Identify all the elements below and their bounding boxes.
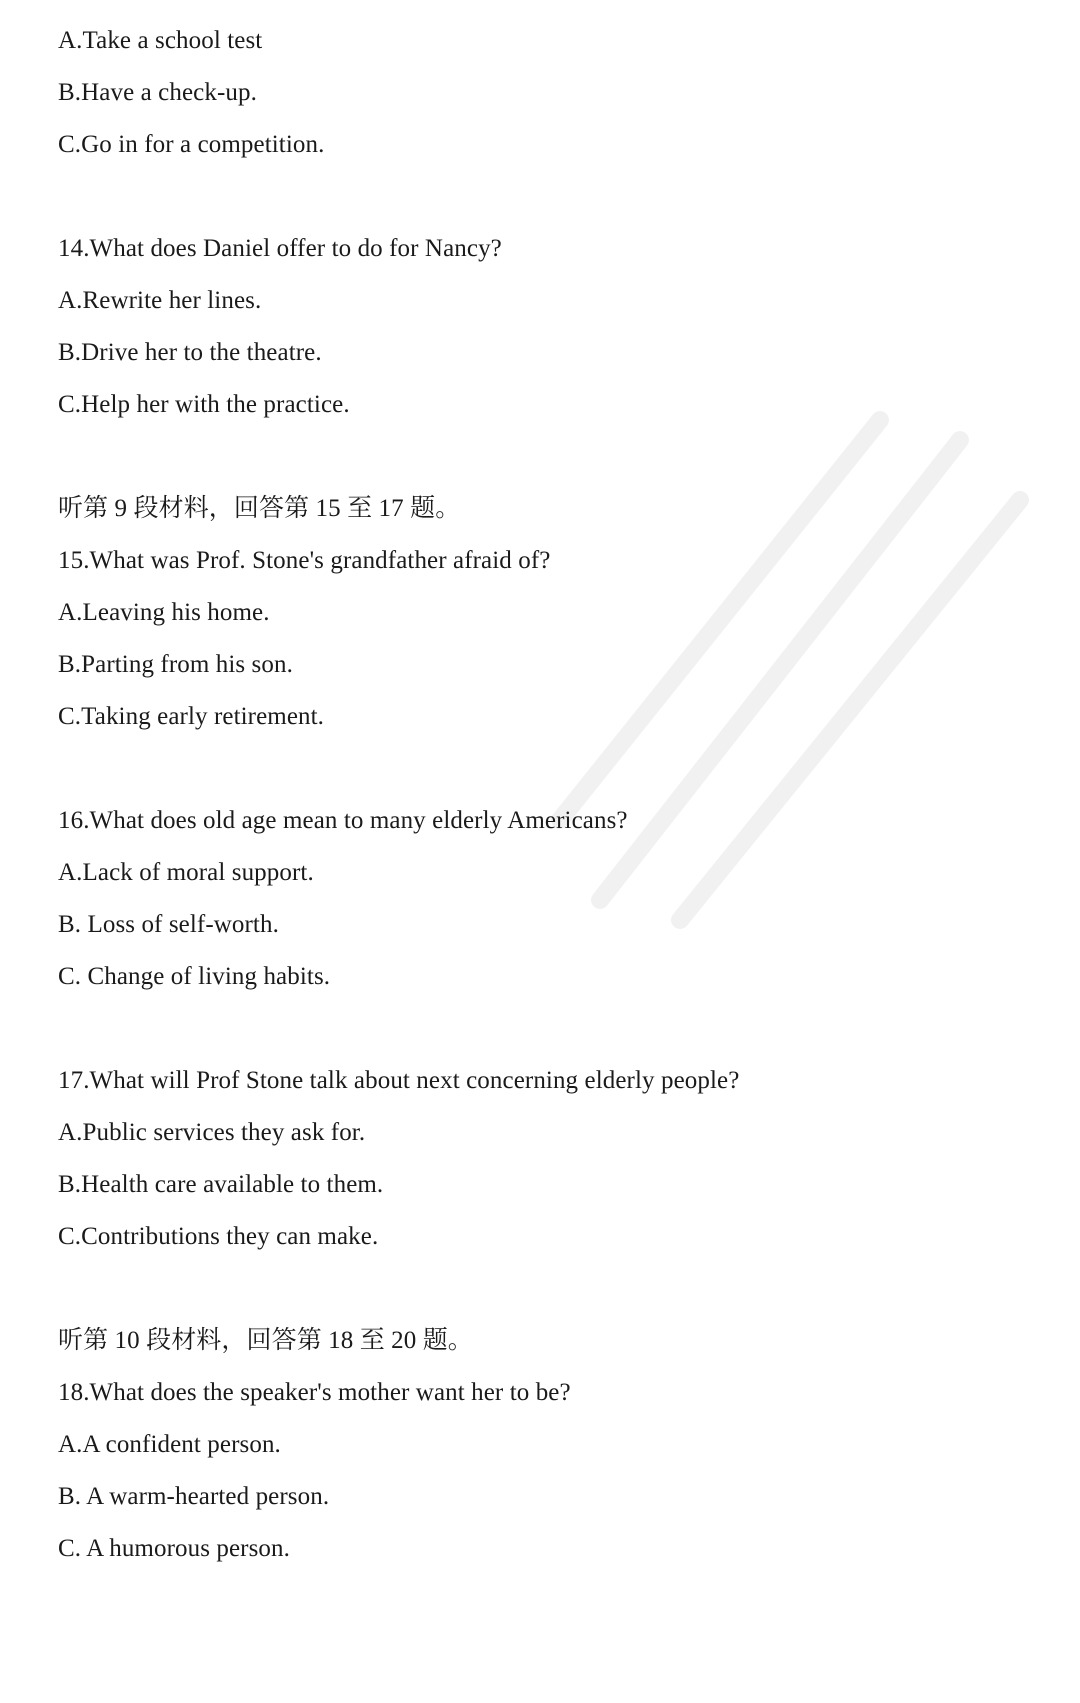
q15-option-c: C.Taking early retirement.	[58, 703, 325, 730]
q18-option-a: A.A confident person.	[58, 1431, 281, 1458]
q17-option-c: C.Contributions they can make.	[58, 1223, 379, 1250]
q14-option-a: A.Rewrite her lines.	[58, 287, 262, 314]
question-18: 18.What does the speaker's mother want her to be?	[58, 1379, 571, 1406]
q18-option-b: B. A warm-hearted person.	[58, 1483, 330, 1510]
q15-option-b: B.Parting from his son.	[58, 651, 293, 678]
question-15: 15.What was Prof. Stone's grandfather afraid of?	[58, 547, 551, 574]
q16-option-a: A.Lack of moral support.	[58, 859, 314, 886]
q14-option-c: C.Help her with the practice.	[58, 391, 350, 418]
faint-watermark	[520, 380, 1040, 940]
q13-option-a: A.Take a school test	[58, 27, 263, 54]
q18-option-c: C. A humorous person.	[58, 1535, 290, 1562]
q13-option-b: B.Have a check-up.	[58, 79, 257, 106]
question-14: 14.What does Daniel offer to do for Nancy?	[58, 235, 502, 262]
question-17: 17.What will Prof Stone talk about next concerning elderly people?	[58, 1067, 740, 1094]
q16-option-b: B. Loss of self-worth.	[58, 911, 279, 938]
section-9-instruction: 听第 9 段材料，回答第 15 至 17 题。	[58, 495, 461, 522]
q15-option-a: A.Leaving his home.	[58, 599, 270, 626]
q17-option-a: A.Public services they ask for.	[58, 1119, 366, 1146]
q17-option-b: B.Health care available to them.	[58, 1171, 384, 1198]
q13-option-c: C.Go in for a competition.	[58, 131, 325, 158]
q14-option-b: B.Drive her to the theatre.	[58, 339, 322, 366]
q16-option-c: C. Change of living habits.	[58, 963, 331, 990]
question-16: 16.What does old age mean to many elderly Americans?	[58, 807, 628, 834]
section-10-instruction: 听第 10 段材料，回答第 18 至 20 题。	[58, 1327, 473, 1354]
